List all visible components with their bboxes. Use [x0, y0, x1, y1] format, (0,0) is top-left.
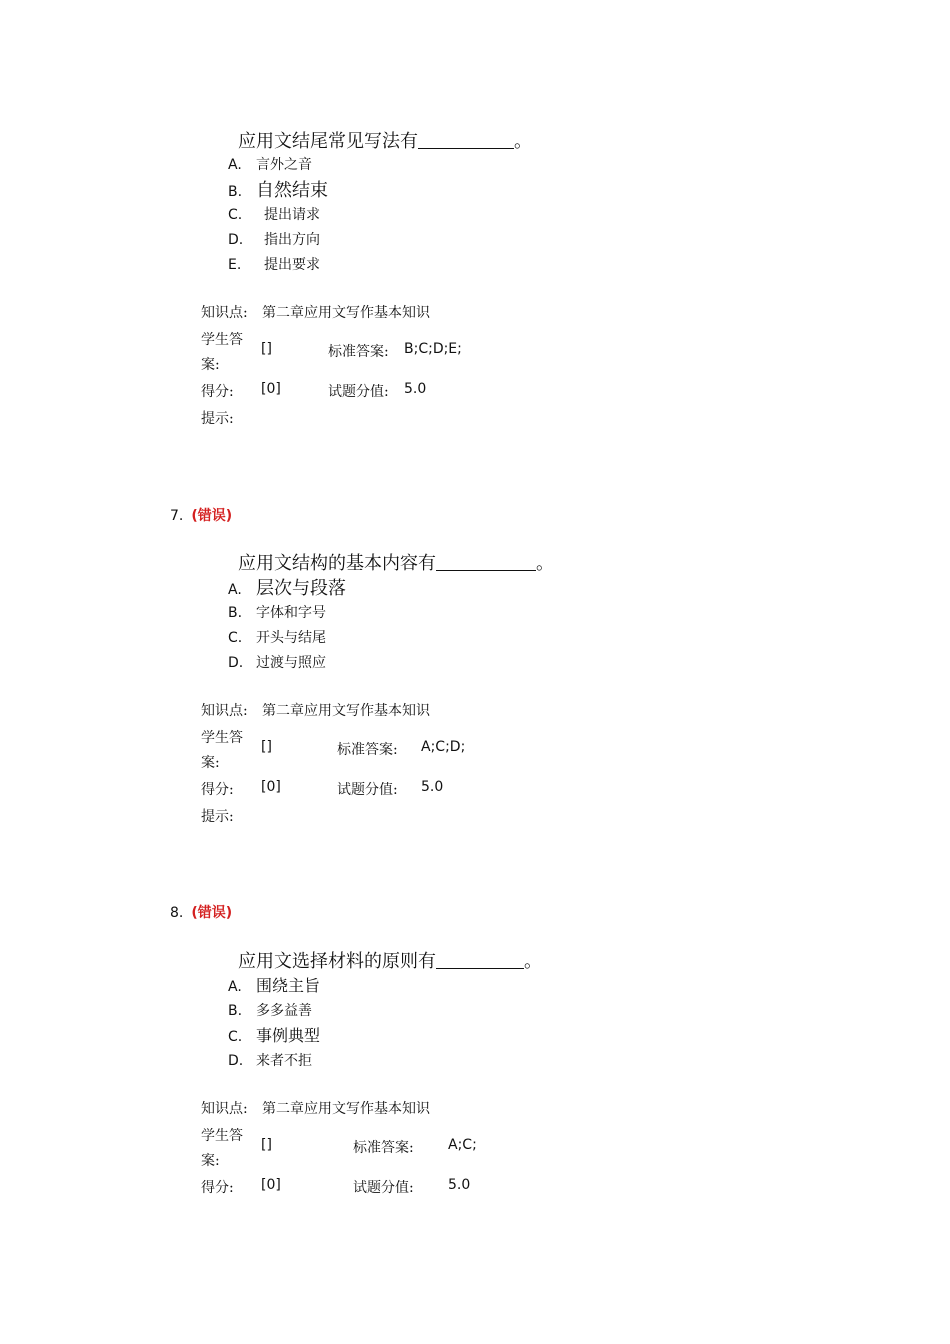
status-badge: (错误)	[191, 508, 233, 524]
student-answer-label-2: 案:	[201, 357, 220, 373]
points-label: 试题分值:	[328, 384, 389, 400]
option-c: C. 事例典型	[228, 1026, 321, 1045]
student-answer-label: 学生答	[201, 332, 243, 348]
option-b: B. 字体和字号	[228, 605, 326, 621]
knowledge-value: 第二章应用文写作基本知识	[262, 1101, 430, 1117]
option-d: D. 过渡与照应	[228, 655, 326, 671]
student-answer-label-2: 案:	[201, 755, 220, 771]
question-stem: 应用文结构的基本内容有 。	[238, 553, 554, 574]
student-answer-label-2: 案:	[201, 1153, 220, 1169]
score-value: [0]	[261, 381, 281, 397]
standard-answer-label: 标准答案:	[328, 344, 389, 360]
question-stem: 应用文结尾常见写法有 。	[238, 131, 532, 152]
option-a: A. 层次与段落	[228, 578, 346, 599]
option-b: B. 多多益善	[228, 1003, 312, 1019]
standard-answer-label: 标准答案:	[353, 1140, 414, 1156]
standard-answer-label: 标准答案:	[337, 742, 398, 758]
student-answer-value: []	[261, 739, 272, 755]
option-d: D. 指出方向	[228, 232, 320, 248]
points-label: 试题分值:	[353, 1180, 414, 1196]
status-badge: (错误)	[191, 905, 233, 921]
option-e: E. 提出要求	[228, 257, 320, 273]
standard-answer-value: B;C;D;E;	[404, 341, 462, 357]
option-a: A. 言外之音	[228, 157, 312, 173]
standard-answer-value: A;C;D;	[421, 739, 466, 755]
standard-answer-value: A;C;	[448, 1137, 477, 1153]
score-label: 得分:	[201, 1180, 234, 1196]
points-label: 试题分值:	[337, 782, 398, 798]
hint-label: 提示:	[201, 809, 234, 825]
student-answer-label: 学生答	[201, 1128, 243, 1144]
answer-blank	[418, 130, 514, 149]
hint-label: 提示:	[201, 411, 234, 427]
answer-blank	[436, 950, 524, 969]
answer-blank	[436, 552, 536, 571]
student-answer-value: []	[261, 1137, 272, 1153]
option-d: D. 来者不拒	[228, 1053, 312, 1069]
student-answer-value: []	[261, 341, 272, 357]
question-number: 8. (错误)	[170, 905, 233, 921]
knowledge-label: 知识点:	[201, 703, 248, 719]
option-a: A. 围绕主旨	[228, 976, 321, 995]
knowledge-label: 知识点:	[201, 1101, 248, 1117]
question-number: 7. (错误)	[170, 508, 233, 524]
student-answer-label: 学生答	[201, 730, 243, 746]
question-stem: 应用文选择材料的原则有 。	[238, 951, 542, 972]
points-value: 5.0	[448, 1177, 471, 1193]
option-b: B. 自然结束	[228, 180, 328, 201]
score-label: 得分:	[201, 782, 234, 798]
score-value: [0]	[261, 1177, 281, 1193]
knowledge-value: 第二章应用文写作基本知识	[262, 305, 430, 321]
option-c: C. 提出请求	[228, 207, 320, 223]
points-value: 5.0	[404, 381, 427, 397]
option-c: C. 开头与结尾	[228, 630, 326, 646]
knowledge-label: 知识点:	[201, 305, 248, 321]
score-label: 得分:	[201, 384, 234, 400]
score-value: [0]	[261, 779, 281, 795]
knowledge-value: 第二章应用文写作基本知识	[262, 703, 430, 719]
points-value: 5.0	[421, 779, 444, 795]
